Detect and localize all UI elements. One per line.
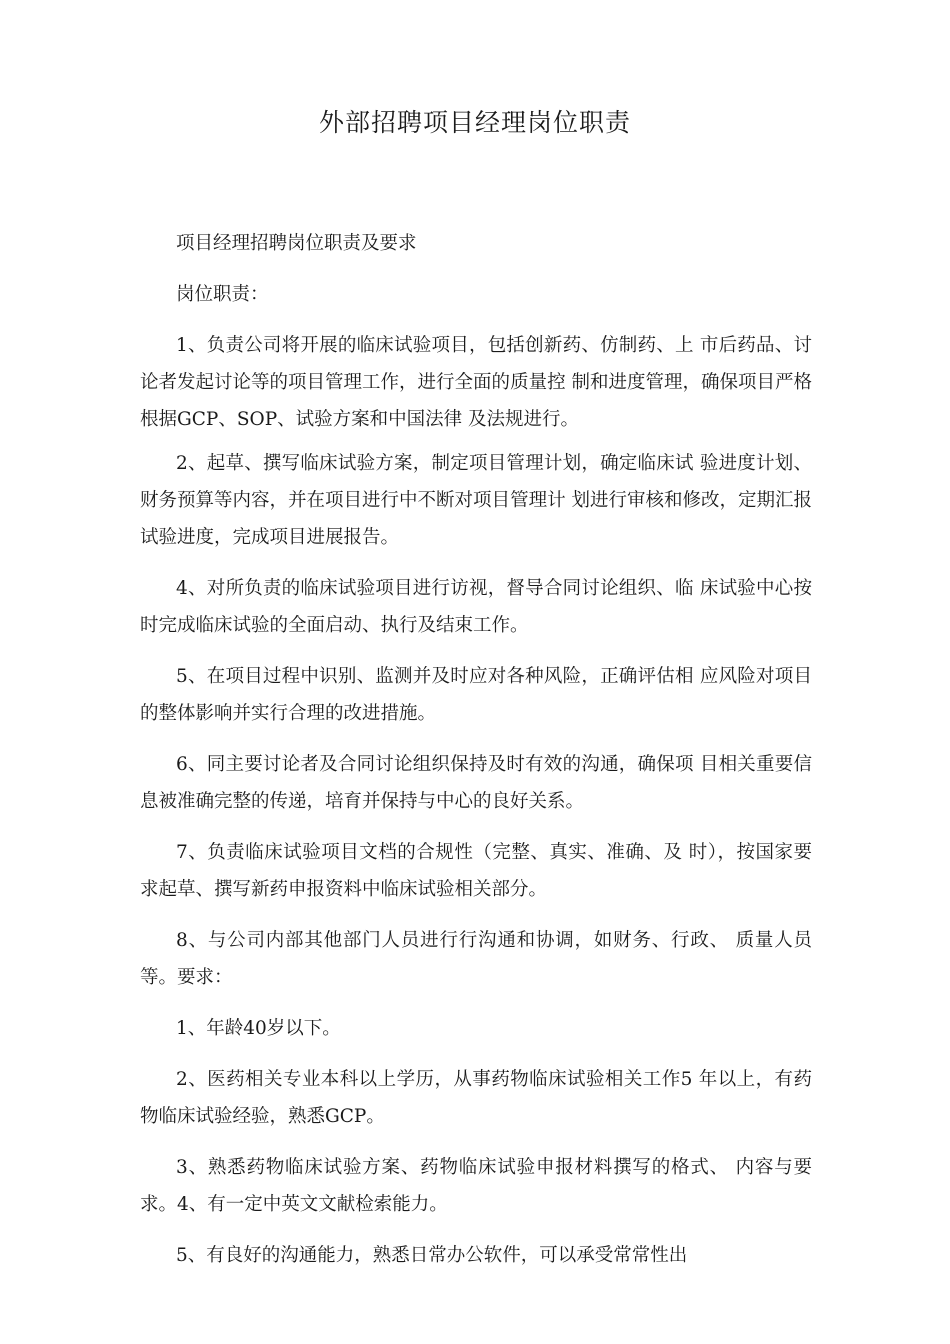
paragraph-duty-1: 1、负责公司将开展的临床试验项目，包括创新药、仿制药、上 市后药品、讨论者发起讨论等的项目管理工作，进行全面的质量控 制和进度管理，确保项目严格根据GCP、SOP、试验方案和中国法律 及法规进行。 — [140, 335, 812, 430]
paragraph-duties-label: 岗位职责： — [176, 284, 269, 305]
paragraph-requirement-1: 1、年龄40岁以下。 — [176, 1018, 341, 1039]
paragraph-duty-2: 2、起草、撰写临床试验方案，制定项目管理计划，确定临床试 验进度计划、财务预算等内容，并在项目进行中不断对项目管理计 划进行审核和修改，定期汇报试验进度，完成项目进展报告。 — [140, 453, 812, 548]
paragraph-duty-6: 6、同主要讨论者及合同讨论组织保持及时有效的沟通，确保项 目相关重要信息被准确完整的传递，培育并保持与中心的良好关系。 — [140, 754, 812, 812]
paragraph-duty-5: 5、在项目过程中识别、监测并及时应对各种风险，正确评估相 应风险对项目的整体影响并实行合理的改进措施。 — [140, 666, 812, 724]
paragraph-requirement-3: 3、熟悉药物临床试验方案、药物临床试验申报材料撰写的格式、 内容与要求。4、有一定中英文文献检索能力。 — [140, 1157, 812, 1215]
document-body — [140, 225, 812, 1288]
document-title: 外部招聘项目经理岗位职责 — [318, 108, 631, 137]
paragraph-duty-8: 8、与公司内部其他部门人员进行行沟通和协调，如财务、行政、 质量人员等。要求： — [140, 930, 812, 988]
paragraph-heading: 项目经理招聘岗位职责及要求 — [176, 233, 417, 254]
paragraph-duty-7: 7、负责临床试验项目文档的合规性（完整、真实、准确、及 时），按国家要求起草、撰写新药申报资料中临床试验相关部分。 — [140, 842, 812, 900]
paragraph-duty-4: 4、对所负责的临床试验项目进行访视，督导合同讨论组织、临 床试验中心按时完成临床试验的全面启动、执行及结束工作。 — [140, 578, 812, 636]
paragraph-requirement-2: 2、医药相关专业本科以上学历，从事药物临床试验相关工作5 年以上，有药物临床试验经验，熟悉GCP。 — [140, 1069, 812, 1127]
paragraph-requirement-5: 5、有良好的沟通能力，熟悉日常办公软件，可以承受常常性出 — [176, 1245, 688, 1266]
